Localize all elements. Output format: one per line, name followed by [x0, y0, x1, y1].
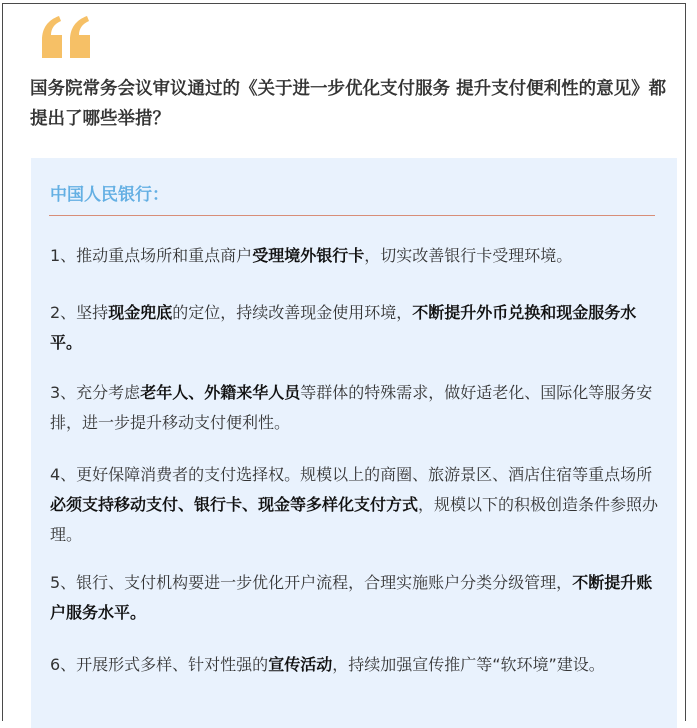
item-highlight: 不断提升外币兑换和现金服务水平。	[50, 303, 637, 352]
double-quote-icon	[39, 14, 95, 60]
item-highlight: 不断提升账户服务水平。	[50, 573, 653, 622]
measure-item-5	[50, 568, 662, 628]
item-highlight: 必须支持移动支付、银行卡、现金等多样化支付方式	[50, 495, 419, 514]
item-text: 3、充分考虑	[50, 383, 141, 402]
question-heading: 国务院常务会议审议通过的《关于进一步优化支付服务 提升支付便利性的意见》都提出了哪些举措？	[30, 79, 667, 129]
measure-item-4	[50, 460, 662, 550]
answer-panel	[31, 158, 677, 728]
item-highlight: 宣传活动	[268, 655, 333, 674]
item-text: ，持续加强宣传推广等“软环境”建设。	[332, 655, 605, 674]
item-text: 1、推动重点场所和重点商户	[50, 246, 253, 265]
item-highlight: 现金兜底	[108, 303, 173, 322]
item-text: 等群体的特殊需求，做好适老化、国际化等服务安排，进一步提升移动支付便利性。	[50, 383, 653, 432]
item-text: ，切实改善银行卡受理环境。	[364, 246, 573, 265]
measure-item-1	[50, 241, 662, 271]
divider	[49, 215, 655, 216]
item-text: 5、银行、支付机构要进一步优化开户流程，合理实施账户分类分级管理，	[50, 573, 573, 592]
measure-item-6	[50, 650, 662, 680]
measure-item-3	[50, 378, 662, 438]
item-highlight: 老年人、外籍来华人员	[140, 383, 301, 402]
item-text: ，规模以下的积极创造条件参照办理。	[50, 495, 659, 544]
panel-title: 中国人民银行：	[50, 185, 169, 205]
item-text: 6、开展形式多样、针对性强的	[50, 655, 269, 674]
article-card	[2, 3, 686, 721]
measure-item-2	[50, 298, 662, 358]
item-text: 4、更好保障消费者的支付选择权。规模以上的商圈、旅游景区、酒店住宿等重点场所	[50, 465, 653, 484]
item-highlight: 受理境外银行卡	[252, 246, 365, 265]
item-text: 2、坚持	[50, 303, 109, 322]
item-text: 的定位，持续改善现金使用环境，	[172, 303, 413, 322]
